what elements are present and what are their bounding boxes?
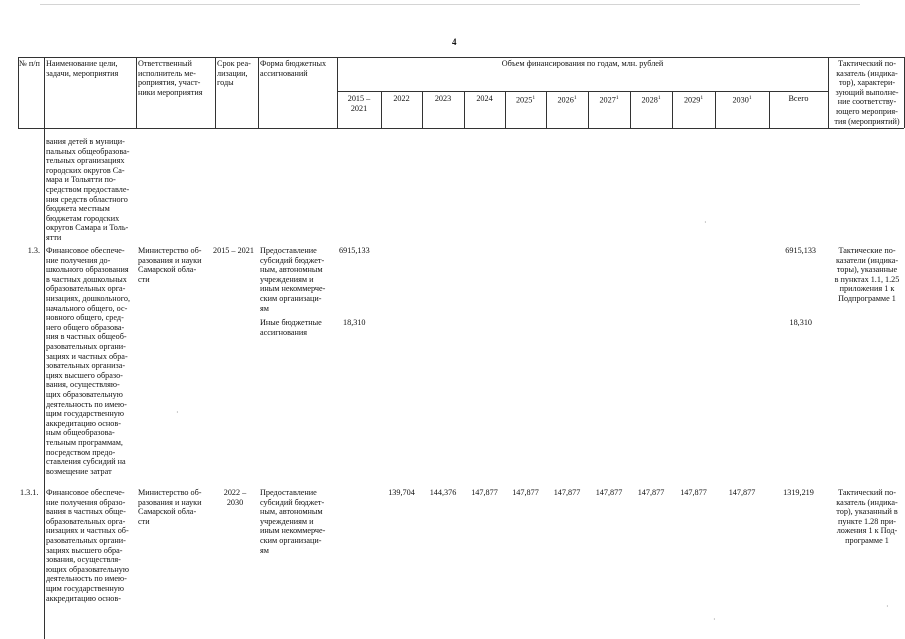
row-1-3-indicator-line: приложения 1 к <box>839 284 895 294</box>
row-1-3-executor-line: Министерство об- <box>138 246 202 255</box>
header-number: № п/п <box>19 59 40 68</box>
row-1-3-1-executor-line: разования и науки <box>138 497 202 507</box>
row-1-3-1-name-line: низациях и частных об- <box>46 526 129 536</box>
row-1-3-1-form-line: ям <box>260 545 269 555</box>
year-label: 2025$^1$ <box>515 95 536 105</box>
row-1-3-total-other: 18,310 <box>789 318 812 327</box>
row-1-3-1-executor-line: Самарской обла- <box>138 507 197 517</box>
row-1-3-form-subsidies-line: ским организаци- <box>260 294 322 303</box>
scan-speck: · <box>886 602 889 611</box>
column-divider <box>44 57 45 639</box>
row-1-3-number: 1.3. <box>27 246 40 255</box>
row-1-3-name-line: зовательных организа- <box>46 361 126 371</box>
row-1-3-name-line: вания, осуществляю- <box>46 380 120 390</box>
row-1-3-name-line: него общего образова- <box>46 322 125 332</box>
header-indicator-line: ющего мероприя- <box>836 107 898 116</box>
header-term-line: лизации, <box>217 68 248 78</box>
header-name-line: задачи, мероприятия <box>46 68 119 78</box>
header-form-line: Форма бюджетных <box>260 59 327 68</box>
row-1-3-name-line: новного общего, сред- <box>46 313 124 323</box>
row-1-3-name-line: начального общего, ос- <box>46 303 128 313</box>
continuation-line: мара и Тольятти по- <box>46 175 116 185</box>
row-1-3-name-line: школьного образования <box>46 265 129 275</box>
year-label: 2028$^1$ <box>641 95 661 105</box>
header-name-line: Наименование цели, <box>46 59 118 68</box>
year-range: 2021 <box>350 103 368 113</box>
scan-speck: · <box>176 408 179 417</box>
row-1-3-1-name-line: зования, осуществля- <box>46 555 121 565</box>
row-1-3-name-line: деятельность по имею- <box>46 399 127 409</box>
continuation-line: округов Самара и Толь- <box>46 223 129 233</box>
header-top-border <box>18 57 904 58</box>
continuation-line: средством предоставле- <box>46 185 130 194</box>
row-1-3-1-name-line: образовательных орга- <box>46 516 126 526</box>
footnote-mark: 1 <box>615 95 619 101</box>
row-1-3-name-line: ние получения до- <box>46 255 111 265</box>
page-number: 4 <box>452 37 457 47</box>
header-term-line: Срок реа- <box>217 59 251 68</box>
row-1-3-name-line: ния в частных общеоб- <box>46 332 127 342</box>
scan-speck: · <box>704 218 707 227</box>
year-label: 2026$^1$ <box>557 95 577 105</box>
header-executor-line: исполнитель ме- <box>138 68 196 78</box>
row-1-3-value-other: 18,310 <box>343 318 366 327</box>
footnote-mark: 1 <box>573 95 577 101</box>
row-1-3-1-executor-line: Министерство об- <box>138 488 202 497</box>
row-1-3-1-value: 147,877 <box>728 488 756 497</box>
row-1-3-1-indicator-line: казатель (индика- <box>836 497 898 507</box>
header-indicator-line: тор), характери- <box>838 78 896 88</box>
row-1-3-name-line: аккредитацию основ- <box>46 418 121 428</box>
row-1-3-form-subsidies-line: субсидий бюджет- <box>260 255 325 265</box>
header-executor-line: Ответственный <box>138 59 192 68</box>
row-1-3-form-subsidies-line: Предоставление <box>260 246 317 255</box>
row-1-3-executor-line: разования и науки <box>138 255 202 265</box>
header-bottom-border <box>18 128 904 129</box>
row-1-3-1-value: 147,877 <box>637 488 665 497</box>
header-indicator-line: зующий выполне- <box>835 87 899 97</box>
row-1-3-1-name-line: щим государственную <box>46 584 125 593</box>
row-1-3-value-2015-2021: 6915,133 <box>339 246 370 255</box>
row-1-3-name-line: образовательных орга- <box>46 284 126 294</box>
footnote-mark: 1 <box>748 95 752 101</box>
continuation-line: пальных общеобразова- <box>46 146 130 156</box>
row-1-3-1-value: 147,877 <box>553 488 581 497</box>
row-1-3-indicator-line: Тактические по- <box>838 246 896 255</box>
row-1-3-1-form-line: ским организаци- <box>260 536 322 545</box>
row-1-3-1-name-line: Финансовое обеспече- <box>46 488 125 497</box>
header-executor-line: роприятия, участ- <box>138 78 201 88</box>
header-term-line: годы <box>217 78 234 88</box>
header-indicator-line: тия (мероприятий) <box>834 116 900 126</box>
row-1-3-1-value: 147,877 <box>680 488 707 497</box>
row-1-3-1-indicator-line: ложения 1 к Под- <box>836 526 898 536</box>
header-form-line: ассигнований <box>260 68 308 78</box>
row-1-3-1-name-line: деятельность по имею- <box>46 574 127 584</box>
row-1-3-1-value: 139,704 <box>388 488 415 497</box>
row-1-3-executor-line: сти <box>138 274 150 284</box>
row-1-3-executor-line: Самарской обла- <box>138 265 197 275</box>
row-1-3-name-line: посредством предо- <box>46 447 116 457</box>
row-1-3-indicator-line: торы), указанные <box>836 265 898 275</box>
row-1-3-1-term-line: 2022 – <box>223 488 247 497</box>
row-1-3-1-value: 147,877 <box>512 488 539 497</box>
row-1-3-1-name-line: зациях высшего обра- <box>46 545 123 555</box>
row-1-3-1-number: 1.3.1. <box>20 488 39 497</box>
row-1-3-name-line: ставления субсидий на <box>46 457 126 467</box>
year-label: 2022 <box>393 94 410 103</box>
header-financing: Объем финансирования по годам, млн. рублей <box>501 59 664 68</box>
row-1-3-name-line: ным общеобразова- <box>46 428 115 438</box>
row-1-3-name-line: Финансовое обеспече- <box>46 246 125 255</box>
row-1-3-total: 6915,133 <box>785 246 816 255</box>
row-1-3-1-term-line: 2030 <box>226 497 244 507</box>
footnote-mark: 1 <box>700 95 704 101</box>
row-1-3-1-form-line: учреждениям и <box>260 516 314 526</box>
row-1-3-name-line: циях высшего образо- <box>46 370 123 380</box>
row-1-3-term: 2015 – 2021 <box>213 246 254 255</box>
row-1-3-name-line: щим государственную <box>46 409 125 419</box>
row-1-3-1-name-line: вания в частных обще- <box>46 507 126 517</box>
scan-speck: · <box>713 615 716 624</box>
year-label: 2023 <box>434 94 452 103</box>
footnote-mark: 1 <box>532 95 536 101</box>
continuation-line: тельных организациях <box>46 156 125 166</box>
row-1-3-1-form-line: иным некоммерче- <box>260 526 326 536</box>
row-1-3-indicator-line: казатели (индика- <box>835 255 899 265</box>
row-1-3-1-value: 147,877 <box>471 488 498 497</box>
row-1-3-1-total: 1319,219 <box>783 488 814 497</box>
year-range: 2015 – <box>347 94 371 103</box>
column-divider <box>215 57 216 128</box>
year-label: 2024 <box>476 94 493 103</box>
row-1-3-1-name-line: разовательных органи- <box>46 536 126 545</box>
row-1-3-1-name-line: аккредитацию основ- <box>46 593 121 603</box>
row-1-3-1-name-line: ющих образовательную <box>46 564 130 574</box>
continuation-line: ния средств областного <box>46 194 128 204</box>
header-indicator-line: казатель (индика- <box>836 68 898 78</box>
row-1-3-1-form-line: ным, автономным <box>260 507 323 517</box>
row-1-3-1-value: 147,877 <box>595 488 623 497</box>
header-indicator-line: Тактический по- <box>838 59 896 68</box>
column-divider <box>136 57 137 128</box>
year-label: 2029$^1$ <box>683 95 704 105</box>
column-divider <box>258 57 259 128</box>
row-1-3-name-line: щих образовательную <box>46 390 123 399</box>
row-1-3-form-subsidies-line: ям <box>260 303 269 313</box>
row-1-3-name-line: разовательных органи- <box>46 342 126 351</box>
row-1-3-indicator-line: в пунктах 1.1, 1.25 <box>834 274 900 284</box>
row-1-3-name-line: низациях, дошкольного, <box>46 294 131 303</box>
year-label: 2027$^1$ <box>599 95 619 105</box>
row-1-3-1-value: 144,376 <box>429 488 457 497</box>
row-1-3-form-subsidies-line: учреждениям и <box>260 274 314 284</box>
row-1-3-1-indicator-line: Тактический по- <box>838 488 896 497</box>
row-1-3-name-line: в частных дошкольных <box>46 274 127 284</box>
continuation-line: бюджетам городских <box>46 213 120 223</box>
footnote-mark: 1 <box>657 95 661 101</box>
row-1-3-1-executor-line: сти <box>138 516 150 526</box>
row-1-3-name-line: тельным программам, <box>46 438 123 447</box>
row-1-3-name-line: возмещение затрат <box>46 466 112 476</box>
continuation-line: вания детей в муници- <box>46 137 125 146</box>
continuation-line: бюджета местным <box>46 204 110 214</box>
column-divider <box>828 57 829 128</box>
continuation-line: ятти <box>46 233 62 242</box>
row-1-3-1-indicator-line: тор), указанный в <box>836 507 898 517</box>
row-1-3-form-subsidies-line: иным некоммерче- <box>260 284 326 294</box>
row-1-3-1-indicator-line: программе 1 <box>845 536 889 545</box>
row-1-3-1-indicator-line: пункте 1.28 при- <box>838 516 896 526</box>
row-1-3-form-subsidies-line: ным, автономным <box>260 265 323 275</box>
row-1-3-form-other-line: ассигнования <box>260 327 308 337</box>
years-divider <box>337 91 828 92</box>
header-indicator-line: ние соответству- <box>837 97 897 107</box>
row-1-3-1-form-line: субсидий бюджет- <box>260 497 325 507</box>
header-executor-line: ники мероприятия <box>138 87 203 97</box>
row-1-3-form-other-line: Иные бюджетные <box>260 318 322 327</box>
year-label: 2030$^1$ <box>732 95 752 105</box>
row-1-3-indicator-line: Подпрограмме 1 <box>838 294 896 303</box>
row-1-3-1-name-line: ние получения образо- <box>46 497 126 507</box>
continuation-line: городских округов Са- <box>46 165 125 175</box>
row-1-3-1-form-line: Предоставление <box>260 488 317 497</box>
page-top-edge <box>40 4 860 5</box>
row-1-3-name-line: зациях и частных обра- <box>46 351 128 361</box>
year-label: Всего <box>788 94 809 103</box>
